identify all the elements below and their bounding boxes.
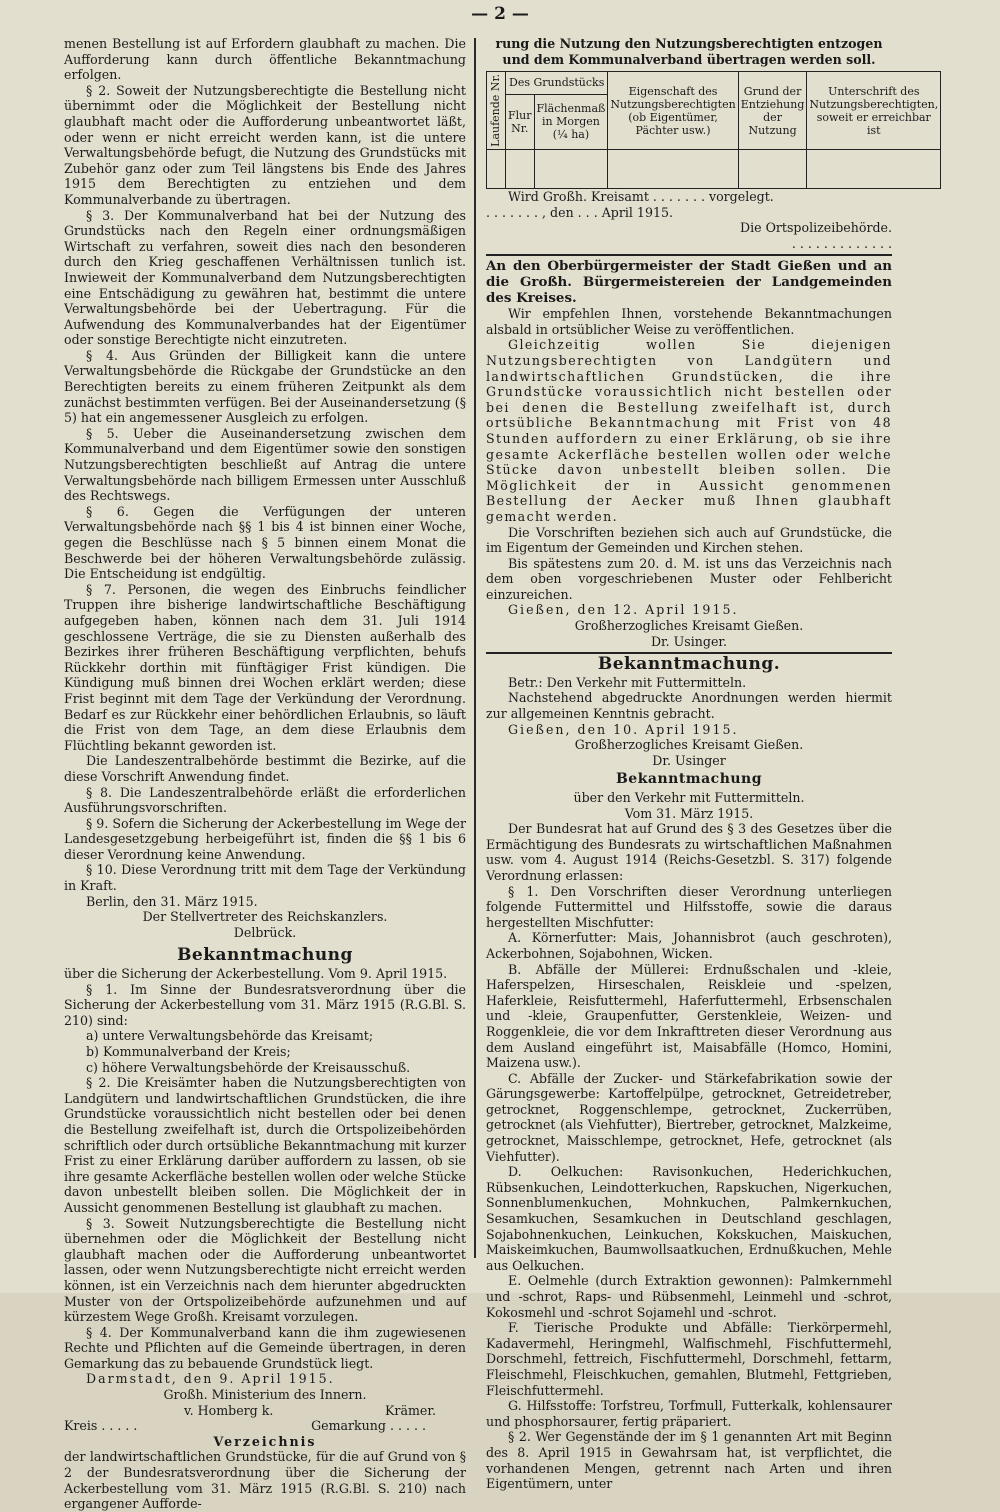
bk-section-3: § 3. Soweit Nutzungsberechtigte die Bestellung nicht übernehmen oder die Möglichkeit der Bestellung nicht glaubhaft machen oder die Aufforderung unbeantwortet lassen, oder wenn Nutzungsberechtigte nicht erreicht werden können, ist ein Verzeichnis nach dem hierunter abgedruckten Muster von der Ortspolizeibehörde aufzunehmen und auf kürzestem Wege Großh. Kreisamt vorzulegen. [64,1215,466,1325]
intro-paragraph: menen Bestellung ist auf Erfordern glaubhaft zu machen. Die Aufforderung kann durch öffentliche Bekanntmachung erfolgen. [64,36,466,83]
section-6: § 6. Gegen die Verfügungen der unteren Verwaltungsbehörde nach §§ 1 bis 4 ist binnen einer Woche, gegen die Beschlüsse nach § 5 binnen einem Monat die Beschwerde bei der höheren Verwaltungsbehörde zulässig. Die Entscheidung ist endgültig. [64,503,466,582]
b2-paragraph: Nachstehend abgedruckte Anordnungen werden hiermit zur allgemeinen Kenntnis gebracht. [486,690,892,722]
col-flur: Flur Nr. [506,94,535,149]
col-grundstueck: Des Grundstücks [506,72,608,95]
gemarkung-label: Gemarkung . . . . . [311,1418,426,1434]
section-5: § 5. Ueber die Auseinandersetzung zwischen dem Kommunalverband und dem Eigentümer sowie den sonstigen Nutzungsberechtigten beschließt auf Antrag die untere Verwaltungsbehörde nach billigem Ermessen unter Ausschluß des Rechtswegs. [64,425,466,504]
table-row [487,150,941,189]
b3-item-d: D. Oelkuchen: Ravisonkuchen, Hederichkuchen, Rübsenkuchen, Leindotterkuchen, Rapskuchen, Nigerkuchen, Sonnenblumenkuchen, Mohnkuchen, Palmkernkuchen, Sesamkuchen, Sesamkuchen in Deutschland geschlagen, Sojabohnenkuchen, Leinkuchen, Kokskuchen, Maiskuchen, Maiskeimkuchen, Baumwollsaatkuchen, Erdnußkuchen, Mehle aus Oelkuchen. [486,1164,892,1273]
col-laufende-nr: Laufende Nr. [487,72,506,150]
b3-item-b: B. Abfälle der Müllerei: Erdnußschalen und -kleie, Haferspelzen, Hirseschalen, Reiskleie und -spelzen, Haferkleie, Reisfuttermehl, Haferfuttermehl, Erbsenschalen und -kleie, Graupenfutter, Gerstenkleie, Weizen- und Roggenkleie, die vor dem Inkrafttreten dieser Verordnung aus dem Ausland eingeführt ist, Maisabfälle (Homco, Homini, Maizena usw.). [486,961,892,1071]
col-grund-entziehung: Grund der Entziehung der Nutzung [738,72,807,150]
left-column [64,36,466,1512]
verzeichnis-title: Verzeichnis [213,1433,317,1449]
signature-role: Der Stellvertreter des Reichskanzlers. [142,909,388,925]
signature-place: Berlin, den 31. März 1915. [86,893,258,909]
oberbuergermeister-heading: An den Oberbürgermeister der Stadt Gießen und an die Großh. Bürgermeistereien der Landgemeinden des Kreises. [486,258,892,306]
bk-item-b: b) Kommunalverband der Kreis; [86,1044,291,1059]
b2-role: Großherzogliches Kreisamt Gießen. [574,737,804,753]
verzeichnis-text: der landwirtschaftlichen Grundstücke, für die auf Grund von § 2 der Bundesratsverordnung über die Sicherung der Ackerbestellung vom 31. März 1915 (R.G.Bl. S. 210) nach ergangener Auffordе- [64,1449,466,1512]
b3-item-a: A. Körnerfutter: Mais, Johannisbrot (auch geschroten), Ackerbohnen, Sojabohnen, Wicken. [486,930,892,961]
b2-place: Gießen, den 10. April 1915. [508,721,739,737]
ob-role: Großherzogliches Kreisamt Gießen. [574,618,804,634]
section-8: § 8. Die Landeszentralbehörde erläßt die erforderlichen Ausführungsvorschriften. [64,784,466,816]
bk-place: Darmstadt, den 9. April 1915. [86,1371,335,1387]
section-3: § 3. Der Kommunalverband hat bei der Nutzung des Grundstücks nach den Regeln einer ordnungsmäßigen Wirtschaft zu verfahren, soweit dies nach den besonderen durch den Krieg geschaffenen Verhältnissen tunlich ist. Inwieweit der Kommunalverband dem Nutzungsberechtigten eine Entschädigung zu gewähren hat, bestimmt die untere Verwaltungsbehörde bei der Uebertragung. Für die Aufwendung des Kommunalverbandes hat der Eigentümer oder sonstige Berechtigte nicht einzutreten. [64,207,466,348]
ob-paragraph-4: Bis spätestens zum 20. d. M. ist uns das Verzeichnis nach dem oben vorgeschriebenen Muster oder Fehlbericht einzureichen. [486,555,892,602]
bk-section-1: § 1. Im Sinne der Bundesratsverordnung über die Sicherung der Ackerbestellung vom 31. März 1915 (R.G.Bl. S. 210) sind: [64,981,466,1028]
section-10: § 10. Diese Verordnung tritt mit dem Tage der Verkündung in Kraft. [64,862,466,894]
bk-section-2: § 2. Die Kreisämter haben die Nutzungsberechtigten von Landgütern und landwirtschaftlichen Grundstücken, die ihre Grundstücke voraussichtlich nicht bestellen oder bei denen die Bestellung zweifelhaft ist, durch die Ortspolizeibehörden schriftlich oder durch ortsübliche Bekanntmachung mit kurzer Frist zu einer Erklärung darüber auffordern zu lassen, ob sie ihre gesamte Ackerfläche bestellen wollen oder welche Stücke davon unbestellt bleiben sollen. Die Möglichkeit der in Aussicht genommenen Bestellung ist glaubhaft zu machen. [64,1075,467,1215]
ob-paragraph-2: Gleichzeitig wollen Sie diejenigen Nutzungsberechtigten von Landgütern und landwirtschaftlichen Grundstücken, die ihre Grundstücke voraussichtlich nicht bestellen oder bei denen die Bestellung zweifelhaft ist, durch ortsübliche Bekanntmachung mit Frist von 48 Stunden auffordern zu einer Erklärung, ob sie ihre gesamte Ackerfläche bestellen wollen oder welche Stücke davon unbestellt bleiben sollen. Die Möglichkeit der in Aussicht genommenen Bestellung der Aecker muß Ihnen glaubhaft gemacht werden. [486,337,892,524]
ortspolizeibehoerde: Die Ortspolizeibehörde. [739,220,892,236]
bk-signatures [64,1403,466,1419]
col-flaeche: Flächenmaß in Morgen (¼ ha) [534,94,608,149]
b3-item-c: C. Abfälle der Zucker- und Stärkefabrikation sowie der Gärungsgewerbe: Kartoffelpülpe, getrocknet, Getreidetreber, getrocknet, Roggenschlempe, getrocknet, Zuckerrüben, getrocknet (als Viehfutter), Biertreber, getrocknet, Malzkeime, getrocknet, Maisschlempe, getrocknet, Hefe, getrocknet (als Viehfutter). [486,1070,892,1164]
bk-item-c: c) höhere Verwaltungsbehörde der Kreisausschuß. [86,1059,411,1075]
ob-paragraph-3: Die Vorschriften beziehen sich auch auf Grundstücke, die im Eigentum der Gemeinden und Kirchen stehen. [486,524,892,556]
bekanntmachung-2-heading: Bekanntmachung. [597,654,781,675]
bk-role: Großh. Ministerium des Innern. [163,1387,367,1403]
bk-item-a: a) untere Verwaltungsbehörde das Kreisamt; [86,1028,374,1044]
signature-name: Delbrück. [233,924,297,940]
kreis-gemarkung-line [64,1418,466,1434]
section-7: § 7. Personen, die wegen des Einbruchs feindlicher Truppen ihre bisherige landwirtschaftliche Beschäftigung aufgegeben haben, können nach dem 31. Juli 1914 geschlossene Verträge, die sie zu Diensten außerhalb des Bezirkes ihrer früheren Beschäftigung verpflichten, behufs Rückkehr dorthin mit fünftägiger Frist kündigen. Die Kündigung muß binnen drei Wochen erklärt werden; diese Frist beginnt mit dem Tage der Verkündung der Verordnung. Bedarf es zur Rückkehr einer behördlichen Erlaubnis, so läuft die Frist von dem Tage, an dem diese Erlaubnis dem Flüchtling bekannt geworden ist. [64,581,466,753]
bekanntmachung-subtitle: über die Sicherung der Ackerbestellung. Vom 9. April 1915. [64,966,448,982]
table-intro: rung die Nutzung den Nutzungsberechtigten entzogen und dem Kommunalverband übertragen werden soll. [495,36,883,67]
bk-signature-left: v. Homberg k. [184,1402,274,1418]
ortspolizeibehoerde-dots: . . . . . . . . . . . . . [791,235,892,251]
col-unterschrift: Unterschrift des Nutzungsberechtigten, soweit er erreichbar ist [807,72,941,150]
vorgelegt-line: Wird Großh. Kreisamt . . . . . . . vorgelegt. [508,189,774,205]
section-9: § 9. Sofern die Sicherung der Ackerbestellung im Wege der Landesgesetzgebung herbeigeführt ist, finden die §§ 1 bis 6 dieser Verordnung keine Anwendung. [64,815,466,862]
verzeichnis-table [486,71,941,189]
b3-item-g: G. Hilfsstoffe: Torfstreu, Torfmull, Futterkalk, kohlensaurer und phosphorsaurer, fertig präpariert. [486,1398,892,1429]
b3-section-2: § 2. Wer Gegenstände der im § 1 genannten Art mit Beginn des 8. April 1915 in Gewahrsam hat, ist verpflichtet, die vorhandenen Mengen, getrennt nach Arten und ihren Eigentümern, unter [486,1429,892,1492]
divider [486,254,892,256]
section-4: § 4. Aus Gründen der Billigkeit kann die untere Verwaltungsbehörde die Rückgabe der Grundstücke an den Berechtigten bereits zu einem früheren Zeitpunkt als dem zunächst bestimmten verfügen. Bei der Auseinandersetzung (§ 5) hat ein angemessener Ausgleich zu erfolgen. [64,347,466,426]
col-eigenschaft: Eigenschaft des Nutzungsberechtigten (ob Eigentümer, Pächter usw.) [608,72,738,150]
page-number: — 2 — [471,4,529,24]
b3-intro: Der Bundesrat hat auf Grund des § 3 des Gesetzes über die Ermächtigung des Bundesrats zu wirtschaftlichen Maßnahmen usw. vom 4. August 1914 (Reichs-Gesetzbl. S. 317) folgende Verordnung erlassen: [486,821,892,883]
bk-section-4: § 4. Der Kommunalverband kann die ihm zugewiesenen Rechte und Pflichten auf die Gemeinde übertragen, in deren Gemarkung das zu bebauende Grundstück liegt. [64,1324,466,1371]
vorgelegt-date: . . . . . . . , den . . . April 1915. [486,204,673,220]
b3-subtitle: über den Verkehr mit Futtermitteln. [573,790,805,805]
section-2: § 2. Soweit der Nutzungsberechtigte die Bestellung nicht übernimmt oder die Möglichkeit der Bestellung nicht glaubhaft macht oder die Aufforderung unbeantwortet läßt, oder wenn er nicht erreicht werden kann, ist die untere Verwaltungsbehörde befugt, die Nutzung des Grundstücks mit Zubehör ganz oder zum Teil längstens bis Ende des Jahres 1915 dem Berechtigten zu entziehen und dem Kommunalverbande zu übertragen. [64,82,466,207]
section-7b: Die Landeszentralbehörde bestimmt die Bezirke, auf die diese Vorschrift Anwendung findet. [64,753,466,784]
ob-place: Gießen, den 12. April 1915. [508,602,739,618]
bekanntmachung-3-heading: Bekanntmachung [615,771,763,788]
kreis-label: Kreis . . . . . [64,1418,138,1434]
b3-date: Vom 31. März 1915. [624,805,754,821]
b2-betreff: Betr.: Den Verkehr mit Futtermitteln. [508,674,747,690]
b2-name: Dr. Usinger [652,752,726,768]
b3-item-f: F. Tierische Produkte und Abfälle: Tierkörpermehl, Kadavermehl, Heringmehl, Walfischmehl, Fischfuttermehl, Dorschmehl, fettreich, Fischfuttermehl, Dorschmehl, fettarm, Fleischmehl, Fleischkuchen, gemahlen, Blutmehl, Fettgrieben, Fleischfuttermehl. [486,1320,892,1398]
b3-item-e: E. Oelmehle (durch Extraktion gewonnen): Palmkernmehl und -schrot, Raps- und Rübsenmehl, Leinmehl und -schrot, Kokosmehl und -schrot Sojamehl und -schrot. [486,1273,892,1320]
ob-name: Dr. Usinger. [650,633,728,649]
right-column [486,36,939,1492]
bk-signature-right: Krämer. [385,1402,436,1418]
ob-paragraph-1: Wir empfehlen Ihnen, vorstehende Bekanntmachungen alsbald in ortsüblicher Weise zu veröffentlichen. [486,306,892,337]
b3-section-1: § 1. Den Vorschriften dieser Verordnung unterliegen folgende Futtermittel und Hilfsstoffe, sowie die daraus hergestellten Mischfutter: [486,883,892,930]
bekanntmachung-heading: Bekanntmachung [177,945,353,966]
column-divider [474,38,476,1258]
